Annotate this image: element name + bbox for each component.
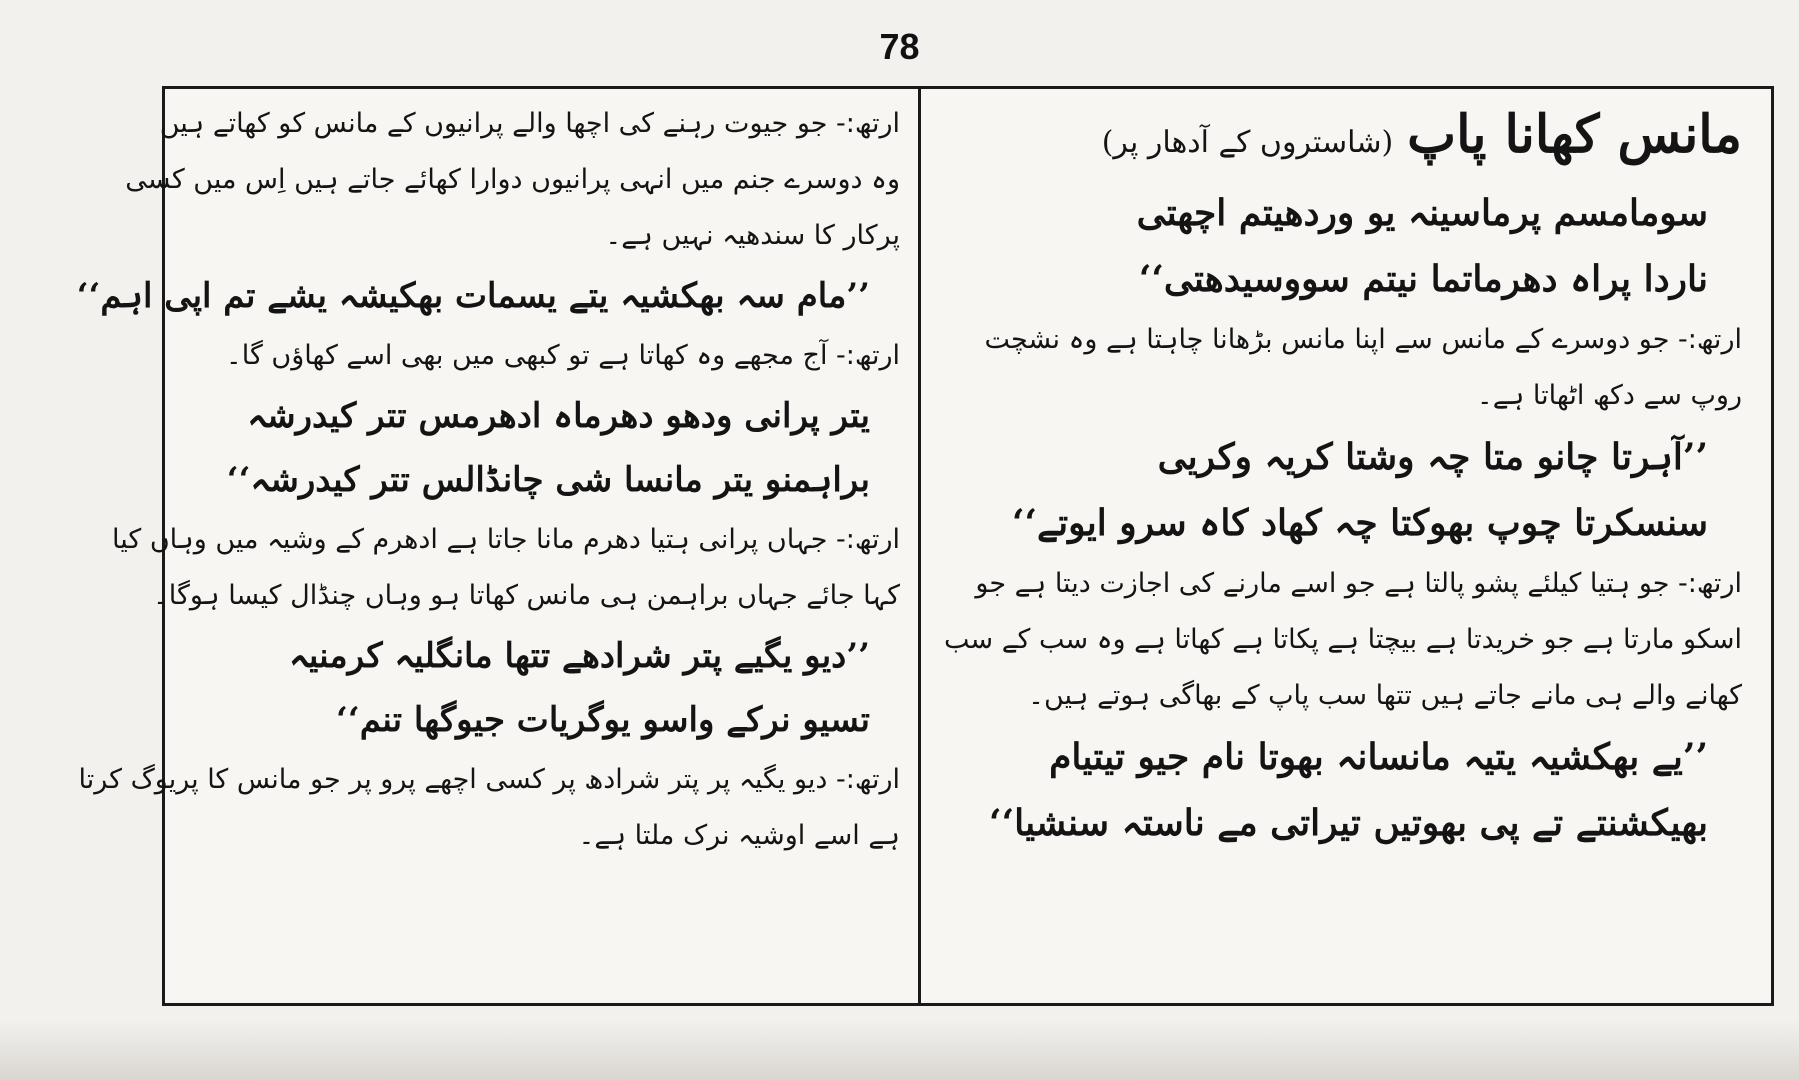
verse-line: ’’یے بھکشیہ یتیہ مانسانہ بھوتا نام جیو تیتیام (1049, 736, 1708, 778)
prose-line: کھانے والے ہی مانے جاتے ہیں تتھا سب پاپ کے بھاگی ہوتے ہیں۔ (1028, 680, 1742, 711)
prose-line: ارتھ:- جہاں پرانی ہتیا دھرم مانا جاتا ہے ادھرم کے وشیہ میں وہاں کیا (112, 524, 900, 555)
prose-line: کہا جائے جہاں براہمن ہی مانس کھاتا ہو وہاں چنڈال کیسا ہوگا۔ (152, 580, 900, 611)
left-column (76, 96, 910, 996)
column-divider (918, 86, 921, 1006)
right-column (928, 96, 1764, 996)
prose-line: اسکو مارتا ہے جو خریدتا ہے بیچتا ہے پکاتا ہے کھاتا ہے وہ سب کے سب (944, 624, 1742, 655)
chapter-title: مانس کھانا پاپ (1407, 104, 1742, 165)
verse-line: ’’دیو یگیے پتر شرادھے تتھا مانگلیہ کرمنیہ (288, 636, 870, 676)
chapter-subtitle: (شاستروں کے آدھار پر) (1101, 125, 1394, 160)
prose-line: ہے اسے اوشیہ نرک ملتا ہے۔ (578, 820, 900, 851)
verse-line: سومامسم پرماسینہ یو وردھیتم اچھتی (1136, 192, 1708, 234)
prose-line: وہ دوسرے جنم میں انہی پرانیوں دوارا کھائے جاتے ہیں اِس میں کسی (125, 164, 900, 195)
prose-line: ارتھ:- آج مجھے وہ کھاتا ہے تو کبھی میں بھی اسے کھاؤں گا۔ (225, 340, 900, 371)
verse-line: ’’آہرتا چانو متا چہ وشتا کریہ وکریی (1157, 436, 1708, 478)
verse-line: بھیکشنتے تے پی بھوتیں تیراتی مے ناستہ سنشیا‘‘ (989, 802, 1708, 844)
prose-line: روپ سے دکھ اٹھاتا ہے۔ (1476, 380, 1742, 411)
verse-line: ناردا پراہ دھرماتما نیتم سووسیدھتی‘‘ (1138, 258, 1708, 300)
verse-line: ’’مام سہ بھکشیہ یتے یسمات بھکیشہ یشے تم اپی اہم‘‘ (76, 276, 870, 316)
prose-line: ارتھ:- جو جیوت رہنے کی اچھا والے پرانیوں کے مانس کو کھاتے ہیں (159, 108, 900, 139)
chapter-heading (938, 98, 1742, 180)
page-edge-shadow (0, 1020, 1799, 1080)
verse-line: یتر پرانی ودھو دھرماہ ادھرمس تتر کیدرشہ (247, 396, 870, 436)
prose-line: پرکار کا سندھیہ نہیں ہے۔ (605, 220, 900, 251)
prose-line: ارتھ:- دیو یگیہ پر پتر شرادھ پر کسی اچھے پرو پر جو مانس کا پریوگ کرتا (78, 764, 900, 795)
verse-line: سنسکرتا چوپ بھوکتا چہ کھاد کاہ سرو ایوتے‘‘ (1011, 502, 1708, 544)
prose-line: ارتھ:- جو ہتیا کیلئے پشو پالتا ہے جو اسے مارنے کی اجازت دیتا ہے جو (975, 568, 1742, 599)
page-number: 78 (879, 26, 920, 67)
verse-line: براہمنو یتر مانسا شی چانڈالس تتر کیدرشہ‘‘ (226, 460, 870, 500)
prose-line: ارتھ:- جو دوسرے کے مانس سے اپنا مانس بڑھانا چاہتا ہے وہ نشچت (984, 324, 1742, 355)
verse-line: تسیو نرکے واسو یوگریات جیوگھا تنم‘‘ (336, 700, 870, 740)
